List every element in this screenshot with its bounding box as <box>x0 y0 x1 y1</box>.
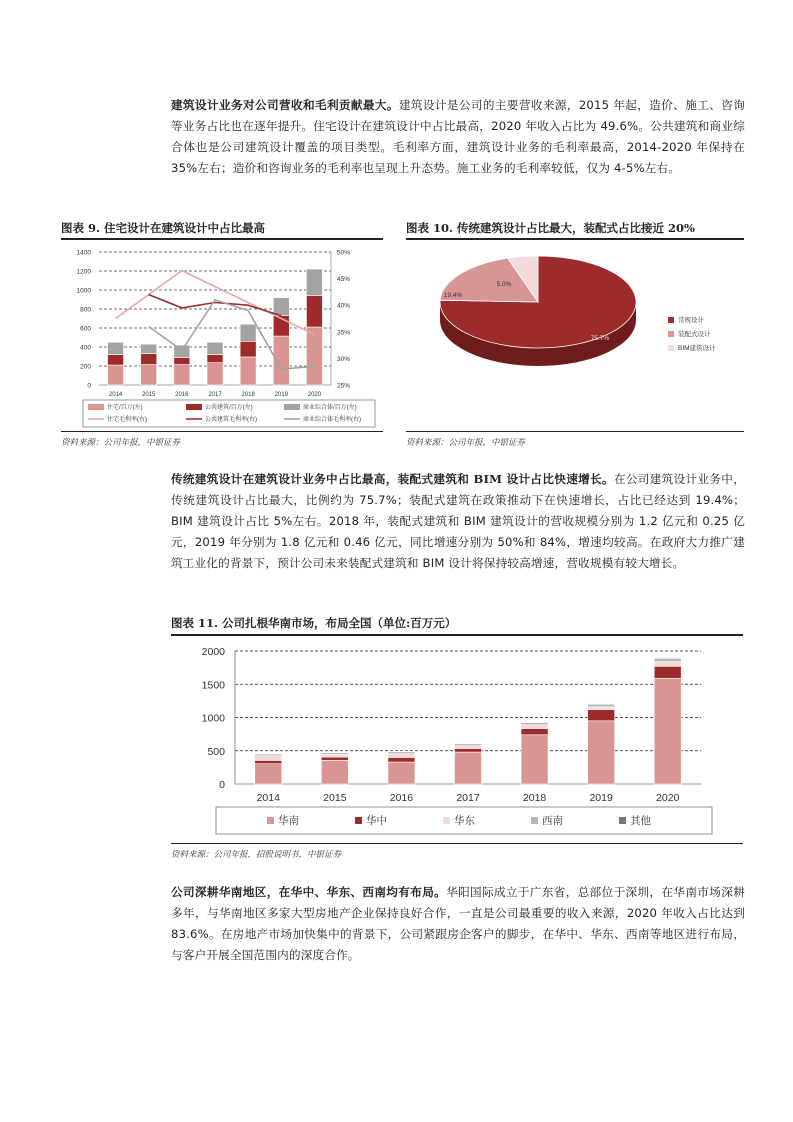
y-left-tick-label: 600 <box>80 325 91 333</box>
x-tick-label: 2014 <box>108 392 123 398</box>
legend-label: 常规设计 <box>678 317 704 324</box>
bar-segment <box>521 722 548 724</box>
bar-segment <box>388 757 415 762</box>
x-tick-label: 2020 <box>307 392 322 398</box>
y-tick-label: 1000 <box>201 712 225 725</box>
bar-segment <box>108 355 124 365</box>
bar-segment <box>388 754 415 758</box>
legend-swatch <box>668 331 674 337</box>
paragraph-1-lead: 建筑设计业务对公司营收和毛利贡献最大。 <box>171 98 399 112</box>
x-tick-label: 2016 <box>389 792 414 804</box>
bar-segment <box>321 754 348 757</box>
legend-swatch <box>284 404 300 410</box>
bar-segment <box>207 355 223 363</box>
bar-segment <box>240 341 256 357</box>
paragraph-3-body: 华阳国际成立于广东省，总部位于深圳，在华南市场深耕多年，与华南地区多家大型房地产企业保持良好合作，一直是公司最重要的收入来源，2020 年收入占比达到 83.6%。在房地产市场加快集中的背景下，公司紧跟房企客户的脚步，在华中、华东、西南等地区进行布局，与客户开展全国范围内的深度合作。 <box>171 885 745 962</box>
x-tick-label: 2014 <box>256 792 280 804</box>
paragraph-3-lead: 公司深耕华南地区，在华中、华东、西南均有布局。 <box>171 885 447 899</box>
legend-swatch <box>619 817 626 824</box>
legend-label: 住宅毛利率(右) <box>107 417 147 423</box>
y-left-tick-label: 400 <box>80 344 91 352</box>
legend-swatch <box>531 817 538 824</box>
bar-segment <box>306 296 322 327</box>
legend-swatch <box>355 817 362 824</box>
bar-segment <box>654 678 681 784</box>
y-left-tick-label: 1200 <box>76 268 91 276</box>
legend-swatch <box>186 404 202 410</box>
bar-segment <box>521 725 548 729</box>
y-right-tick-label: 40% <box>337 302 351 310</box>
figure-11-title: 图表 11. 公司扎根华南市场，布局全国（单位:百万元） <box>171 616 457 630</box>
bar-segment <box>273 298 289 316</box>
legend-swatch <box>267 817 274 824</box>
bar-segment <box>240 324 256 341</box>
bar-segment <box>588 704 615 707</box>
bar-segment <box>588 710 615 721</box>
x-tick-label: 2015 <box>142 392 156 398</box>
bar-segment <box>588 721 615 784</box>
legend-label: 西南 <box>542 815 563 827</box>
paragraph-1 <box>171 95 745 179</box>
y-right-tick-label: 30% <box>337 355 351 363</box>
bar-segment <box>654 662 681 667</box>
legend-label: BIM建筑设计 <box>678 345 716 352</box>
paragraph-2-lead: 传统建筑设计在建筑设计业务中占比最高，装配式建筑和 BIM 设计占比快速增长。 <box>171 472 614 486</box>
x-tick-label: 2018 <box>241 392 255 398</box>
bar-segment <box>521 735 548 784</box>
bar-segment <box>654 666 681 678</box>
figure-10-source: 资料来源：公司年报，中银证券 <box>406 438 526 448</box>
bar-segment <box>255 756 282 761</box>
bar-segment <box>255 764 282 784</box>
bar-segment <box>207 363 223 385</box>
figure-9-bottom-rule <box>61 431 383 432</box>
legend-label: 华东 <box>454 815 475 827</box>
bar-segment <box>455 746 482 749</box>
figure-10-title: 图表 10. 传统建筑设计占比最大，装配式占比接近 20% <box>406 221 695 235</box>
paragraph-1-body: 建筑设计是公司的主要营收来源，2015 年起，造价、施工、咨询等业务占比也在逐年提升。住宅设计在建筑设计中占比最高，2020 年收入占比为 49.6%。公共建筑和商业综合体也是公司建筑设计覆盖的项目类型。毛利率方面，建筑设计业务的毛利率最高，2014-2020 年保持在 35%左右；造价和咨询业务的毛利率也呈现上升态势。施工业务的毛利率较低，仅为 4-5%左右。 <box>171 98 745 175</box>
y-left-tick-label: 800 <box>80 306 91 314</box>
figure-11-bottom-rule <box>171 843 743 844</box>
legend-label: 商业综合体毛利率(右) <box>303 417 361 423</box>
bar-segment <box>321 760 348 784</box>
bar-segment <box>654 658 681 659</box>
y-right-tick-label: 25% <box>337 382 351 390</box>
legend-label: 华南 <box>278 815 299 827</box>
y-left-tick-label: 0 <box>87 382 91 390</box>
bar-segment <box>306 269 322 296</box>
bar-segment <box>141 354 157 365</box>
y-tick-label: 1500 <box>201 679 225 692</box>
y-right-tick-label: 50% <box>337 249 351 257</box>
pie-value-label: 5.0% <box>496 281 512 288</box>
x-tick-label: 2017 <box>456 792 480 804</box>
y-tick-label: 0 <box>219 779 225 791</box>
bar-segment <box>240 357 256 385</box>
legend-swatch <box>668 317 674 323</box>
bar-segment <box>388 762 415 784</box>
legend-label: 公共建筑/百万(左) <box>205 405 253 411</box>
x-tick-label: 2020 <box>656 792 680 804</box>
y-right-tick-label: 35% <box>337 329 351 337</box>
bar-segment <box>141 365 157 385</box>
figure-10-bottom-rule <box>406 431 744 432</box>
bar-segment <box>108 342 124 354</box>
legend-label: 住宅/百万(左) <box>107 405 143 411</box>
bar-segment <box>455 748 482 752</box>
bar-segment <box>174 365 190 385</box>
legend-label: 华中 <box>366 815 387 827</box>
bar-segment <box>174 357 190 364</box>
x-tick-label: 2019 <box>589 792 613 804</box>
legend-swatch <box>668 345 674 351</box>
bar-segment <box>588 707 615 710</box>
figure-11-chart <box>171 636 743 842</box>
figure-11-source: 资料来源：公司年报，招股说明书，中银证券 <box>171 850 342 860</box>
figure-9-chart <box>61 240 383 430</box>
x-tick-label: 2016 <box>175 392 189 398</box>
figure-9-title: 图表 9. 住宅设计在建筑设计中占比最高 <box>61 221 266 235</box>
bar-segment <box>455 752 482 784</box>
y-left-tick-label: 1400 <box>76 249 91 257</box>
bar-segment <box>207 342 223 354</box>
legend-swatch <box>443 817 450 824</box>
bar-segment <box>306 327 322 385</box>
x-tick-label: 2019 <box>274 392 288 398</box>
y-left-tick-label: 1000 <box>76 287 91 295</box>
bar-segment <box>255 760 282 763</box>
pie-value-label: 75.7% <box>590 335 610 342</box>
paragraph-3 <box>171 882 745 966</box>
legend-label: 其他 <box>630 815 651 827</box>
bar-segment <box>321 757 348 760</box>
y-tick-label: 500 <box>207 745 225 758</box>
figure-9-source: 资料来源：公司年报，中银证券 <box>61 438 181 448</box>
y-left-tick-label: 200 <box>80 363 91 371</box>
figure-10-chart <box>406 240 744 430</box>
x-tick-label: 2017 <box>208 392 222 398</box>
bar-segment <box>108 365 124 385</box>
pie-value-label: 19.4% <box>443 292 463 299</box>
legend-label: 装配式设计 <box>678 331 711 338</box>
x-tick-label: 2018 <box>522 792 547 804</box>
paragraph-2 <box>171 469 745 574</box>
bar-segment <box>521 728 548 734</box>
y-tick-label: 2000 <box>201 646 225 658</box>
paragraph-2-body: 在公司建筑设计业务中，传统建筑设计占比最大，比例约为 75.7%；装配式建筑在政策推动下在快速增长，占比已经达到 19.4%；BIM 建筑设计占比 5%左右。2018 年，装配式建筑和 BIM 建筑设计的营收规模分别为 1.2 亿元和 0.25 亿元，2019 年分别为 1.8 亿元和 0.46 亿元，同比增速分别为 50%和 84%，增速均较高。在政府大力推广建筑工业化的背景下，预计公司未来装配式建筑和 BIM 设计将保持较高增速，营收规模有较大增长。 <box>171 472 746 570</box>
legend-label: 商业综合体/百万(左) <box>303 405 357 411</box>
y-right-tick-label: 45% <box>337 276 351 284</box>
bar-segment <box>141 344 157 354</box>
legend-label: 公共建筑毛利率(右) <box>205 417 257 423</box>
bar-segment <box>654 658 681 661</box>
x-tick-label: 2015 <box>323 792 347 804</box>
margin-line <box>149 295 282 316</box>
legend-swatch <box>88 404 104 410</box>
